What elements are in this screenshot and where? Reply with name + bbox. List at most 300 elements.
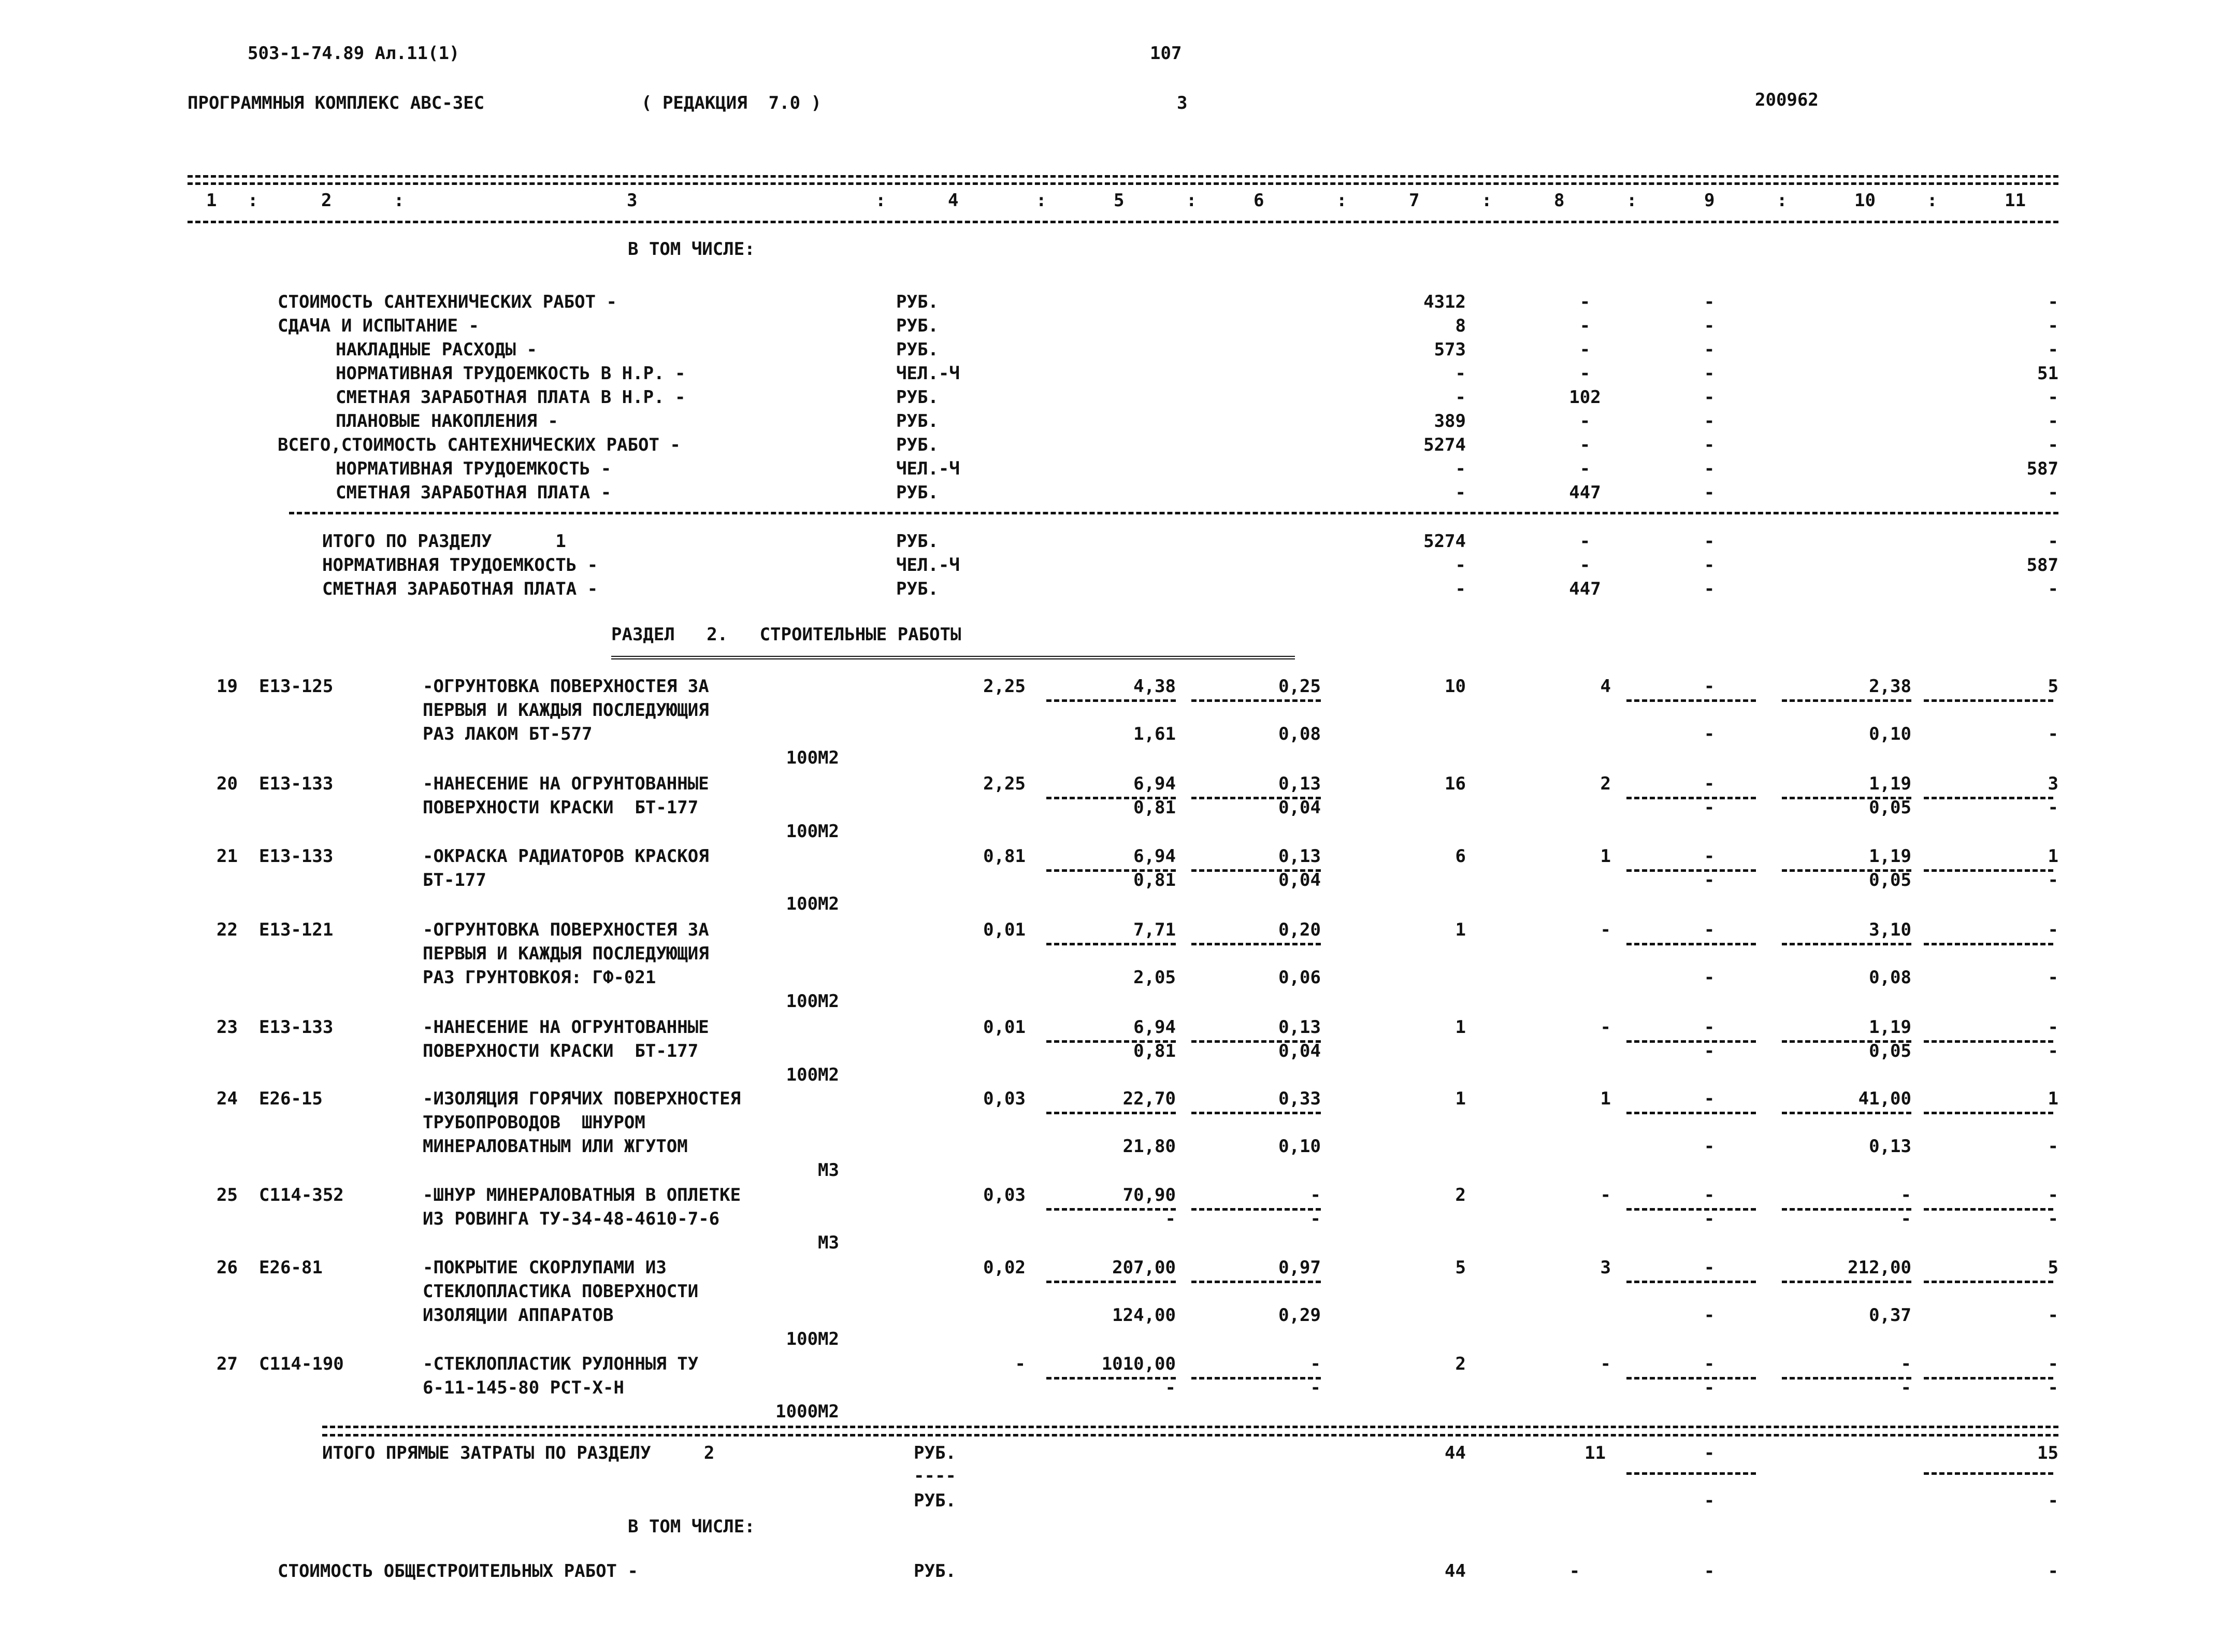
item-col8: -	[1600, 1185, 1611, 1205]
item-col11-b: -	[2048, 1209, 2058, 1229]
item-col5-rule	[1046, 699, 1176, 702]
column-header-label: :	[1186, 190, 1197, 211]
item-col11-b: -	[2048, 870, 2058, 890]
section1-row-col9: -	[1704, 482, 1715, 503]
item-col6-rule	[1191, 699, 1321, 702]
item-col5-b: -	[1165, 1209, 1176, 1229]
item-unit: 100М2	[786, 748, 839, 768]
item-unit: 100М2	[786, 821, 839, 842]
item-col5: 6,94	[1133, 846, 1176, 867]
item-col6: 0,13	[1278, 773, 1321, 794]
item-code: Е26-81	[259, 1257, 323, 1278]
item-col6-rule	[1191, 1281, 1321, 1283]
section2-sub-row-col11: -	[2048, 1561, 2058, 1582]
section1-total-name: ИТОГО ПО РАЗДЕЛУ 1	[322, 531, 566, 552]
item-col10-b: -	[1900, 1209, 1911, 1229]
item-col6: 0,25	[1278, 676, 1321, 697]
item-col5-b: -	[1165, 1377, 1176, 1398]
section1-row-col11: 51	[2037, 363, 2058, 384]
item-code: Е26-15	[259, 1088, 323, 1109]
item-col9: -	[1704, 920, 1715, 940]
item-number: 25	[217, 1185, 238, 1205]
section2-total-rule-2	[322, 1434, 2058, 1436]
item-col5: 70,90	[1122, 1185, 1176, 1205]
item-col8: -	[1600, 1354, 1611, 1374]
section1-total-col11: -	[2048, 579, 2058, 599]
section1-row-name: ВСЕГО,СТОИМОСТЬ САНТЕХНИЧЕСКИХ РАБОТ -	[278, 435, 681, 455]
item-col11-b: -	[2048, 1377, 2058, 1398]
item-col10: -	[1900, 1185, 1911, 1205]
item-col10: 212,00	[1848, 1257, 1911, 1278]
item-col11-rule	[1924, 1281, 2053, 1283]
section1-total-unit: ЧЕЛ.-Ч	[896, 555, 960, 576]
print-date: 200962	[1755, 90, 1819, 110]
section1-row-col8: -	[1579, 292, 1591, 312]
item-number: 20	[217, 773, 238, 794]
item-col6-b: 0,04	[1278, 797, 1321, 818]
item-col9-b: -	[1704, 1041, 1715, 1061]
item-col11-rule	[1924, 699, 2053, 702]
item-col9-b: -	[1704, 1377, 1715, 1398]
item-col5-b: 21,80	[1122, 1136, 1176, 1157]
item-description-line: РАЗ ЛАКОМ БТ-577	[423, 724, 593, 744]
section1-heading: В ТОМ ЧИСЛЕ:	[628, 239, 755, 260]
section2-total-col11: 15	[2037, 1443, 2058, 1463]
item-col9-b: -	[1704, 724, 1715, 744]
item-col7: 2	[1455, 1354, 1466, 1374]
item-col8: 1	[1600, 846, 1611, 867]
item-col10-rule	[1782, 943, 1911, 945]
section1-row-name: ПЛАНОВЫЕ НАКОПЛЕНИЯ -	[336, 411, 558, 432]
item-col9: -	[1704, 1088, 1715, 1109]
section1-row-col8: -	[1579, 315, 1591, 336]
section1-total-col7: -	[1455, 579, 1466, 599]
section1-row-unit: РУБ.	[896, 411, 939, 432]
section1-row-col11: 587	[2026, 458, 2058, 479]
item-unit: М3	[818, 1232, 839, 1253]
column-header-label: :	[394, 190, 405, 211]
section1-total-col7: 5274	[1423, 531, 1466, 552]
item-col5-b: 1,61	[1133, 724, 1176, 744]
section1-row-col8: 447	[1569, 482, 1601, 503]
item-col9: -	[1704, 846, 1715, 867]
item-col11: 1	[2048, 846, 2058, 867]
item-col6-b: 0,04	[1278, 870, 1321, 890]
item-description-line: ИЗОЛЯЦИИ АППАРАТОВ	[423, 1305, 614, 1326]
section2-total-col11-rule	[1924, 1472, 2053, 1475]
section1-total-name: НОРМАТИВНАЯ ТРУДОЕМКОСТЬ -	[322, 555, 598, 576]
column-header-label: 5	[1114, 190, 1125, 211]
item-col9: -	[1704, 1257, 1715, 1278]
column-header-label: 9	[1704, 190, 1715, 211]
section2-total-unit-dashes: ----	[914, 1466, 956, 1486]
item-code: Е13-121	[259, 920, 334, 940]
section1-row-col8: -	[1579, 435, 1591, 455]
item-col7: 10	[1445, 676, 1466, 697]
section1-row-col7: -	[1455, 482, 1466, 503]
item-description-line: -ИЗОЛЯЦИЯ ГОРЯЧИХ ПОВЕРХНОСТЕЯ	[423, 1088, 741, 1109]
section1-row-unit: РУБ.	[896, 387, 939, 408]
section1-row-col9: -	[1704, 363, 1715, 384]
item-col8: -	[1600, 920, 1611, 940]
item-col10-b: 0,13	[1869, 1136, 1911, 1157]
item-col5: 7,71	[1133, 920, 1176, 940]
item-col10-rule	[1782, 1281, 1911, 1283]
item-col6: -	[1310, 1185, 1321, 1205]
item-description-line: -НАНЕСЕНИЕ НА ОГРУНТОВАННЫЕ	[423, 1017, 709, 1038]
item-col10: 41,00	[1858, 1088, 1911, 1109]
section2-title: РАЗДЕЛ 2. СТРОИТЕЛЬНЫЕ РАБОТЫ	[611, 624, 961, 645]
section1-row-col7: 4312	[1423, 292, 1466, 312]
item-col5-rule	[1046, 1281, 1176, 1283]
item-description-line: СТЕКЛОПЛАСТИКА ПОВЕРХНОСТИ	[423, 1281, 699, 1302]
item-col9-b: -	[1704, 1209, 1715, 1229]
section1-row-col11: -	[2048, 315, 2058, 336]
item-description-line: БТ-177	[423, 870, 486, 890]
section2-total-col11-b: -	[2048, 1490, 2058, 1511]
section1-row-col9: -	[1704, 315, 1715, 336]
column-header-label: 2	[321, 190, 332, 211]
section1-row-name: СДАЧА И ИСПЫТАНИЕ -	[278, 315, 479, 336]
section1-row-col11: -	[2048, 292, 2058, 312]
item-col10-b: 0,37	[1869, 1305, 1911, 1326]
section1-row-col9: -	[1704, 292, 1715, 312]
item-col10-b: 0,05	[1869, 870, 1911, 890]
item-col5-rule	[1046, 943, 1176, 945]
item-col10-rule	[1782, 699, 1911, 702]
item-unit: 100М2	[786, 1065, 839, 1085]
section2-title-underline	[611, 656, 1295, 659]
item-col11: 5	[2048, 1257, 2058, 1278]
column-header-label: 1	[206, 190, 217, 211]
item-code: С114-190	[259, 1354, 344, 1374]
item-col6: 0,13	[1278, 846, 1321, 867]
section1-total-col11: 587	[2026, 555, 2058, 576]
item-col11-b: -	[2048, 797, 2058, 818]
item-number: 19	[217, 676, 238, 697]
item-description-line: -НАНЕСЕНИЕ НА ОГРУНТОВАННЫЕ	[423, 773, 709, 794]
section1-total-rule	[289, 512, 2058, 514]
document-code: 503-1-74.89 Ал.11(1)	[248, 43, 460, 64]
header-mid-rule	[188, 182, 2058, 185]
item-description-line: ТРУБОПРОВОДОВ ШНУРОМ	[423, 1112, 645, 1133]
item-col6: 0,13	[1278, 1017, 1321, 1038]
item-col11-rule	[1924, 1112, 2053, 1114]
section1-total-name: СМЕТНАЯ ЗАРАБОТНАЯ ПЛАТА -	[322, 579, 598, 599]
item-col11: -	[2048, 920, 2058, 940]
item-col11: -	[2048, 1017, 2058, 1038]
item-description-line: -ОГРУНТОВКА ПОВЕРХНОСТЕЯ ЗА	[423, 676, 709, 697]
section1-row-col8: -	[1579, 458, 1591, 479]
item-quantity: 0,03	[983, 1185, 1026, 1205]
item-col10-b: 0,05	[1869, 1041, 1911, 1061]
section1-row-col11: -	[2048, 387, 2058, 408]
section1-row-name: НОРМАТИВНАЯ ТРУДОЕМКОСТЬ -	[336, 458, 612, 479]
item-col9: -	[1704, 1354, 1715, 1374]
item-quantity: 0,03	[983, 1088, 1026, 1109]
item-description-line: ПОВЕРХНОСТИ КРАСКИ БТ-177	[423, 797, 699, 818]
section1-row-col9: -	[1704, 435, 1715, 455]
column-header-label: :	[875, 190, 886, 211]
item-col9-rule	[1626, 1281, 1756, 1283]
item-code: Е13-133	[259, 1017, 334, 1038]
item-col10: 1,19	[1869, 773, 1911, 794]
item-quantity: 0,81	[983, 846, 1026, 867]
item-quantity: 2,25	[983, 676, 1026, 697]
header-top-rule	[188, 175, 2058, 178]
item-col9-rule	[1626, 1112, 1756, 1114]
section1-row-unit: РУБ.	[896, 292, 939, 312]
item-col6-b: -	[1310, 1377, 1321, 1398]
item-quantity: 2,25	[983, 773, 1026, 794]
item-col6-b: -	[1310, 1209, 1321, 1229]
item-col9: -	[1704, 1017, 1715, 1038]
section1-row-col8: -	[1579, 363, 1591, 384]
item-number: 24	[217, 1088, 238, 1109]
item-col11: -	[2048, 1185, 2058, 1205]
item-description-line: РАЗ ГРУНТОВКОЯ: ГФ-021	[423, 967, 656, 988]
item-description-line: 6-11-145-80 РСТ-Х-Н	[423, 1377, 624, 1398]
item-quantity: 0,01	[983, 920, 1026, 940]
item-col7: 1	[1455, 920, 1466, 940]
item-unit: 1000М2	[775, 1401, 839, 1422]
section1-total-col8: 447	[1569, 579, 1601, 599]
item-quantity: -	[1015, 1354, 1026, 1374]
section2-sub-row-col7: 44	[1445, 1561, 1466, 1582]
item-col9-b: -	[1704, 967, 1715, 988]
item-col8: 2	[1600, 773, 1611, 794]
item-col9: -	[1704, 773, 1715, 794]
program-title: ПРОГРАММНЫЯ КОМПЛЕКС АВС-ЗЕС	[188, 93, 485, 113]
section2-total-rule	[322, 1426, 2058, 1428]
item-code: С114-352	[259, 1185, 344, 1205]
item-col6: -	[1310, 1354, 1321, 1374]
column-header-label: :	[1927, 190, 1938, 211]
section1-row-col11: -	[2048, 435, 2058, 455]
item-col6-rule	[1191, 943, 1321, 945]
item-col11-b: -	[2048, 1305, 2058, 1326]
section2-sub-row-name: СТОИМОСТЬ ОБЩЕСТРОИТЕЛЬНЫХ РАБОТ -	[278, 1561, 638, 1582]
item-col8: 3	[1600, 1257, 1611, 1278]
item-col5-b: 124,00	[1112, 1305, 1176, 1326]
item-quantity: 0,01	[983, 1017, 1026, 1038]
item-col10-b: 0,05	[1869, 797, 1911, 818]
section1-row-unit: РУБ.	[896, 435, 939, 455]
item-code: Е13-125	[259, 676, 334, 697]
section2-total-label: ИТОГО ПРЯМЫЕ ЗАТРАТЫ ПО РАЗДЕЛУ 2	[322, 1443, 715, 1463]
section1-row-col7: 573	[1434, 339, 1466, 360]
item-col10-b: 0,08	[1869, 967, 1911, 988]
section2-total-unit: РУБ.	[914, 1443, 956, 1463]
column-header-label: 11	[2005, 190, 2026, 211]
item-unit: 100М2	[786, 991, 839, 1012]
column-header-label: :	[1777, 190, 1788, 211]
section1-row-col9: -	[1704, 458, 1715, 479]
item-number: 27	[217, 1354, 238, 1374]
item-description-line: ИЗ РОВИНГА ТУ-34-48-4610-7-6	[423, 1209, 720, 1229]
item-col5: 207,00	[1112, 1257, 1176, 1278]
item-col10: 2,38	[1869, 676, 1911, 697]
item-col6-b: 0,04	[1278, 1041, 1321, 1061]
item-col5: 1010,00	[1101, 1354, 1176, 1374]
item-col9-b: -	[1704, 870, 1715, 890]
item-number: 23	[217, 1017, 238, 1038]
section1-row-col7: -	[1455, 387, 1466, 408]
item-description-line: -ОГРУНТОВКА ПОВЕРХНОСТЕЯ ЗА	[423, 920, 709, 940]
item-col5-b: 0,81	[1133, 1041, 1176, 1061]
item-code: Е13-133	[259, 773, 334, 794]
section1-total-unit: РУБ.	[896, 531, 939, 552]
item-col7: 6	[1455, 846, 1466, 867]
item-description-line: ПЕРВЫЯ И КАЖДЫЯ ПОСЛЕДУЮЩИЯ	[423, 700, 709, 721]
section1-total-col7: -	[1455, 555, 1466, 576]
section2-sub-row-unit: РУБ.	[914, 1561, 956, 1582]
item-col5-rule	[1046, 1112, 1176, 1114]
section1-row-name: НОРМАТИВНАЯ ТРУДОЕМКОСТЬ В Н.Р. -	[336, 363, 686, 384]
section1-row-name: СМЕТНАЯ ЗАРАБОТНАЯ ПЛАТА В Н.Р. -	[336, 387, 686, 408]
column-header-label: 6	[1254, 190, 1264, 211]
column-header-label: 7	[1409, 190, 1420, 211]
item-col8: 1	[1600, 1088, 1611, 1109]
section1-row-col11: -	[2048, 411, 2058, 432]
section1-total-col8: -	[1579, 555, 1591, 576]
column-header-label: 3	[627, 190, 638, 211]
item-col11: -	[2048, 1354, 2058, 1374]
section1-row-col9: -	[1704, 411, 1715, 432]
item-quantity: 0,02	[983, 1257, 1026, 1278]
item-col5: 6,94	[1133, 1017, 1176, 1038]
section1-row-col8: -	[1579, 339, 1591, 360]
item-col9-b: -	[1704, 1136, 1715, 1157]
item-col11: 1	[2048, 1088, 2058, 1109]
item-col5-b: 0,81	[1133, 797, 1176, 818]
item-col8: 4	[1600, 676, 1611, 697]
section1-row-col9: -	[1704, 339, 1715, 360]
item-col9-rule	[1626, 943, 1756, 945]
item-col7: 2	[1455, 1185, 1466, 1205]
item-col11-b: -	[2048, 1136, 2058, 1157]
item-col10-b: -	[1900, 1377, 1911, 1398]
section1-row-unit: ЧЕЛ.-Ч	[896, 363, 960, 384]
item-col11: 3	[2048, 773, 2058, 794]
item-col10-b: 0,10	[1869, 724, 1911, 744]
column-header-label: :	[248, 190, 258, 211]
section2-sub-row-col9: -	[1704, 1561, 1715, 1582]
item-col10: 3,10	[1869, 920, 1911, 940]
item-unit: М3	[818, 1160, 839, 1181]
section1-row-col8: 102	[1569, 387, 1601, 408]
item-col11: 5	[2048, 676, 2058, 697]
section1-row-unit: РУБ.	[896, 315, 939, 336]
section1-row-name: СМЕТНАЯ ЗАРАБОТНАЯ ПЛАТА -	[336, 482, 612, 503]
section1-total-col9: -	[1704, 579, 1715, 599]
column-header-label: :	[1481, 190, 1492, 211]
section1-total-col8: -	[1579, 531, 1591, 552]
section1-row-col7: -	[1455, 458, 1466, 479]
item-col7: 16	[1445, 773, 1466, 794]
header-bottom-rule	[188, 221, 2058, 223]
section1-row-col7: 8	[1455, 315, 1466, 336]
section1-row-col7: 5274	[1423, 435, 1466, 455]
item-description-line: МИНЕРАЛОВАТНЫМ ИЛИ ЖГУТОМ	[423, 1136, 688, 1157]
item-col6-rule	[1191, 1112, 1321, 1114]
item-col5: 4,38	[1133, 676, 1176, 697]
column-header-label: :	[1626, 190, 1637, 211]
item-col9-b: -	[1704, 797, 1715, 818]
page-number: 107	[1150, 43, 1182, 64]
column-header-label: 4	[948, 190, 959, 211]
item-col10-rule	[1782, 1112, 1911, 1114]
item-col11-rule	[1924, 943, 2053, 945]
section2-total-unit-2: РУБ.	[914, 1490, 956, 1511]
item-col9: -	[1704, 676, 1715, 697]
section1-row-col8: -	[1579, 411, 1591, 432]
section2-sub-row-col8: -	[1569, 1561, 1580, 1582]
item-col6-b: 0,29	[1278, 1305, 1321, 1326]
section2-total-col9-rule	[1626, 1472, 1756, 1475]
item-col6-b: 0,06	[1278, 967, 1321, 988]
item-code: Е13-133	[259, 846, 334, 867]
section1-row-col7: 389	[1434, 411, 1466, 432]
column-header-label: :	[1336, 190, 1347, 211]
item-col6: 0,97	[1278, 1257, 1321, 1278]
section1-row-name: СТОИМОСТЬ САНТЕХНИЧЕСКИХ РАБОТ -	[278, 292, 617, 312]
item-description-line: -ПОКРЫТИЕ СКОРЛУПАМИ ИЗ	[423, 1257, 667, 1278]
item-number: 26	[217, 1257, 238, 1278]
item-description-line: ПЕРВЫЯ И КАЖДЫЯ ПОСЛЕДУЮЩИЯ	[423, 943, 709, 964]
item-col9-rule	[1626, 699, 1756, 702]
item-number: 22	[217, 920, 238, 940]
item-col11-b: -	[2048, 1041, 2058, 1061]
section1-total-col9: -	[1704, 531, 1715, 552]
section1-row-col9: -	[1704, 387, 1715, 408]
item-col6: 0,20	[1278, 920, 1321, 940]
section1-row-col7: -	[1455, 363, 1466, 384]
item-col10: 1,19	[1869, 846, 1911, 867]
section2-total-col9: -	[1704, 1443, 1715, 1463]
item-col6-b: 0,10	[1278, 1136, 1321, 1157]
sheet-number: 3	[1177, 93, 1188, 113]
item-col5: 6,94	[1133, 773, 1176, 794]
item-description-line: ПОВЕРХНОСТИ КРАСКИ БТ-177	[423, 1041, 699, 1061]
section1-row-unit: РУБ.	[896, 339, 939, 360]
item-col8: -	[1600, 1017, 1611, 1038]
item-unit: 100М2	[786, 894, 839, 914]
item-col5: 22,70	[1122, 1088, 1176, 1109]
item-col10: -	[1900, 1354, 1911, 1374]
item-col11-b: -	[2048, 967, 2058, 988]
item-unit: 100М2	[786, 1329, 839, 1349]
item-description-line: -СТЕКЛОПЛАСТИК РУЛОННЫЯ ТУ	[423, 1354, 699, 1374]
program-edition: ( РЕДАКЦИЯ 7.0 )	[641, 93, 822, 113]
section1-total-col11: -	[2048, 531, 2058, 552]
item-col9-b: -	[1704, 1305, 1715, 1326]
section1-total-col9: -	[1704, 555, 1715, 576]
item-number: 21	[217, 846, 238, 867]
item-col5-b: 0,81	[1133, 870, 1176, 890]
section2-sub-heading: В ТОМ ЧИСЛЕ:	[628, 1516, 755, 1537]
item-col7: 1	[1455, 1088, 1466, 1109]
section2-total-col8: 11	[1584, 1443, 1606, 1463]
item-col5-b: 2,05	[1133, 967, 1176, 988]
item-col10: 1,19	[1869, 1017, 1911, 1038]
column-header-label: 10	[1854, 190, 1876, 211]
section1-total-unit: РУБ.	[896, 579, 939, 599]
section1-row-col11: -	[2048, 339, 2058, 360]
section1-row-unit: ЧЕЛ.-Ч	[896, 458, 960, 479]
section2-total-col9-b: -	[1704, 1490, 1715, 1511]
item-col6: 0,33	[1278, 1088, 1321, 1109]
